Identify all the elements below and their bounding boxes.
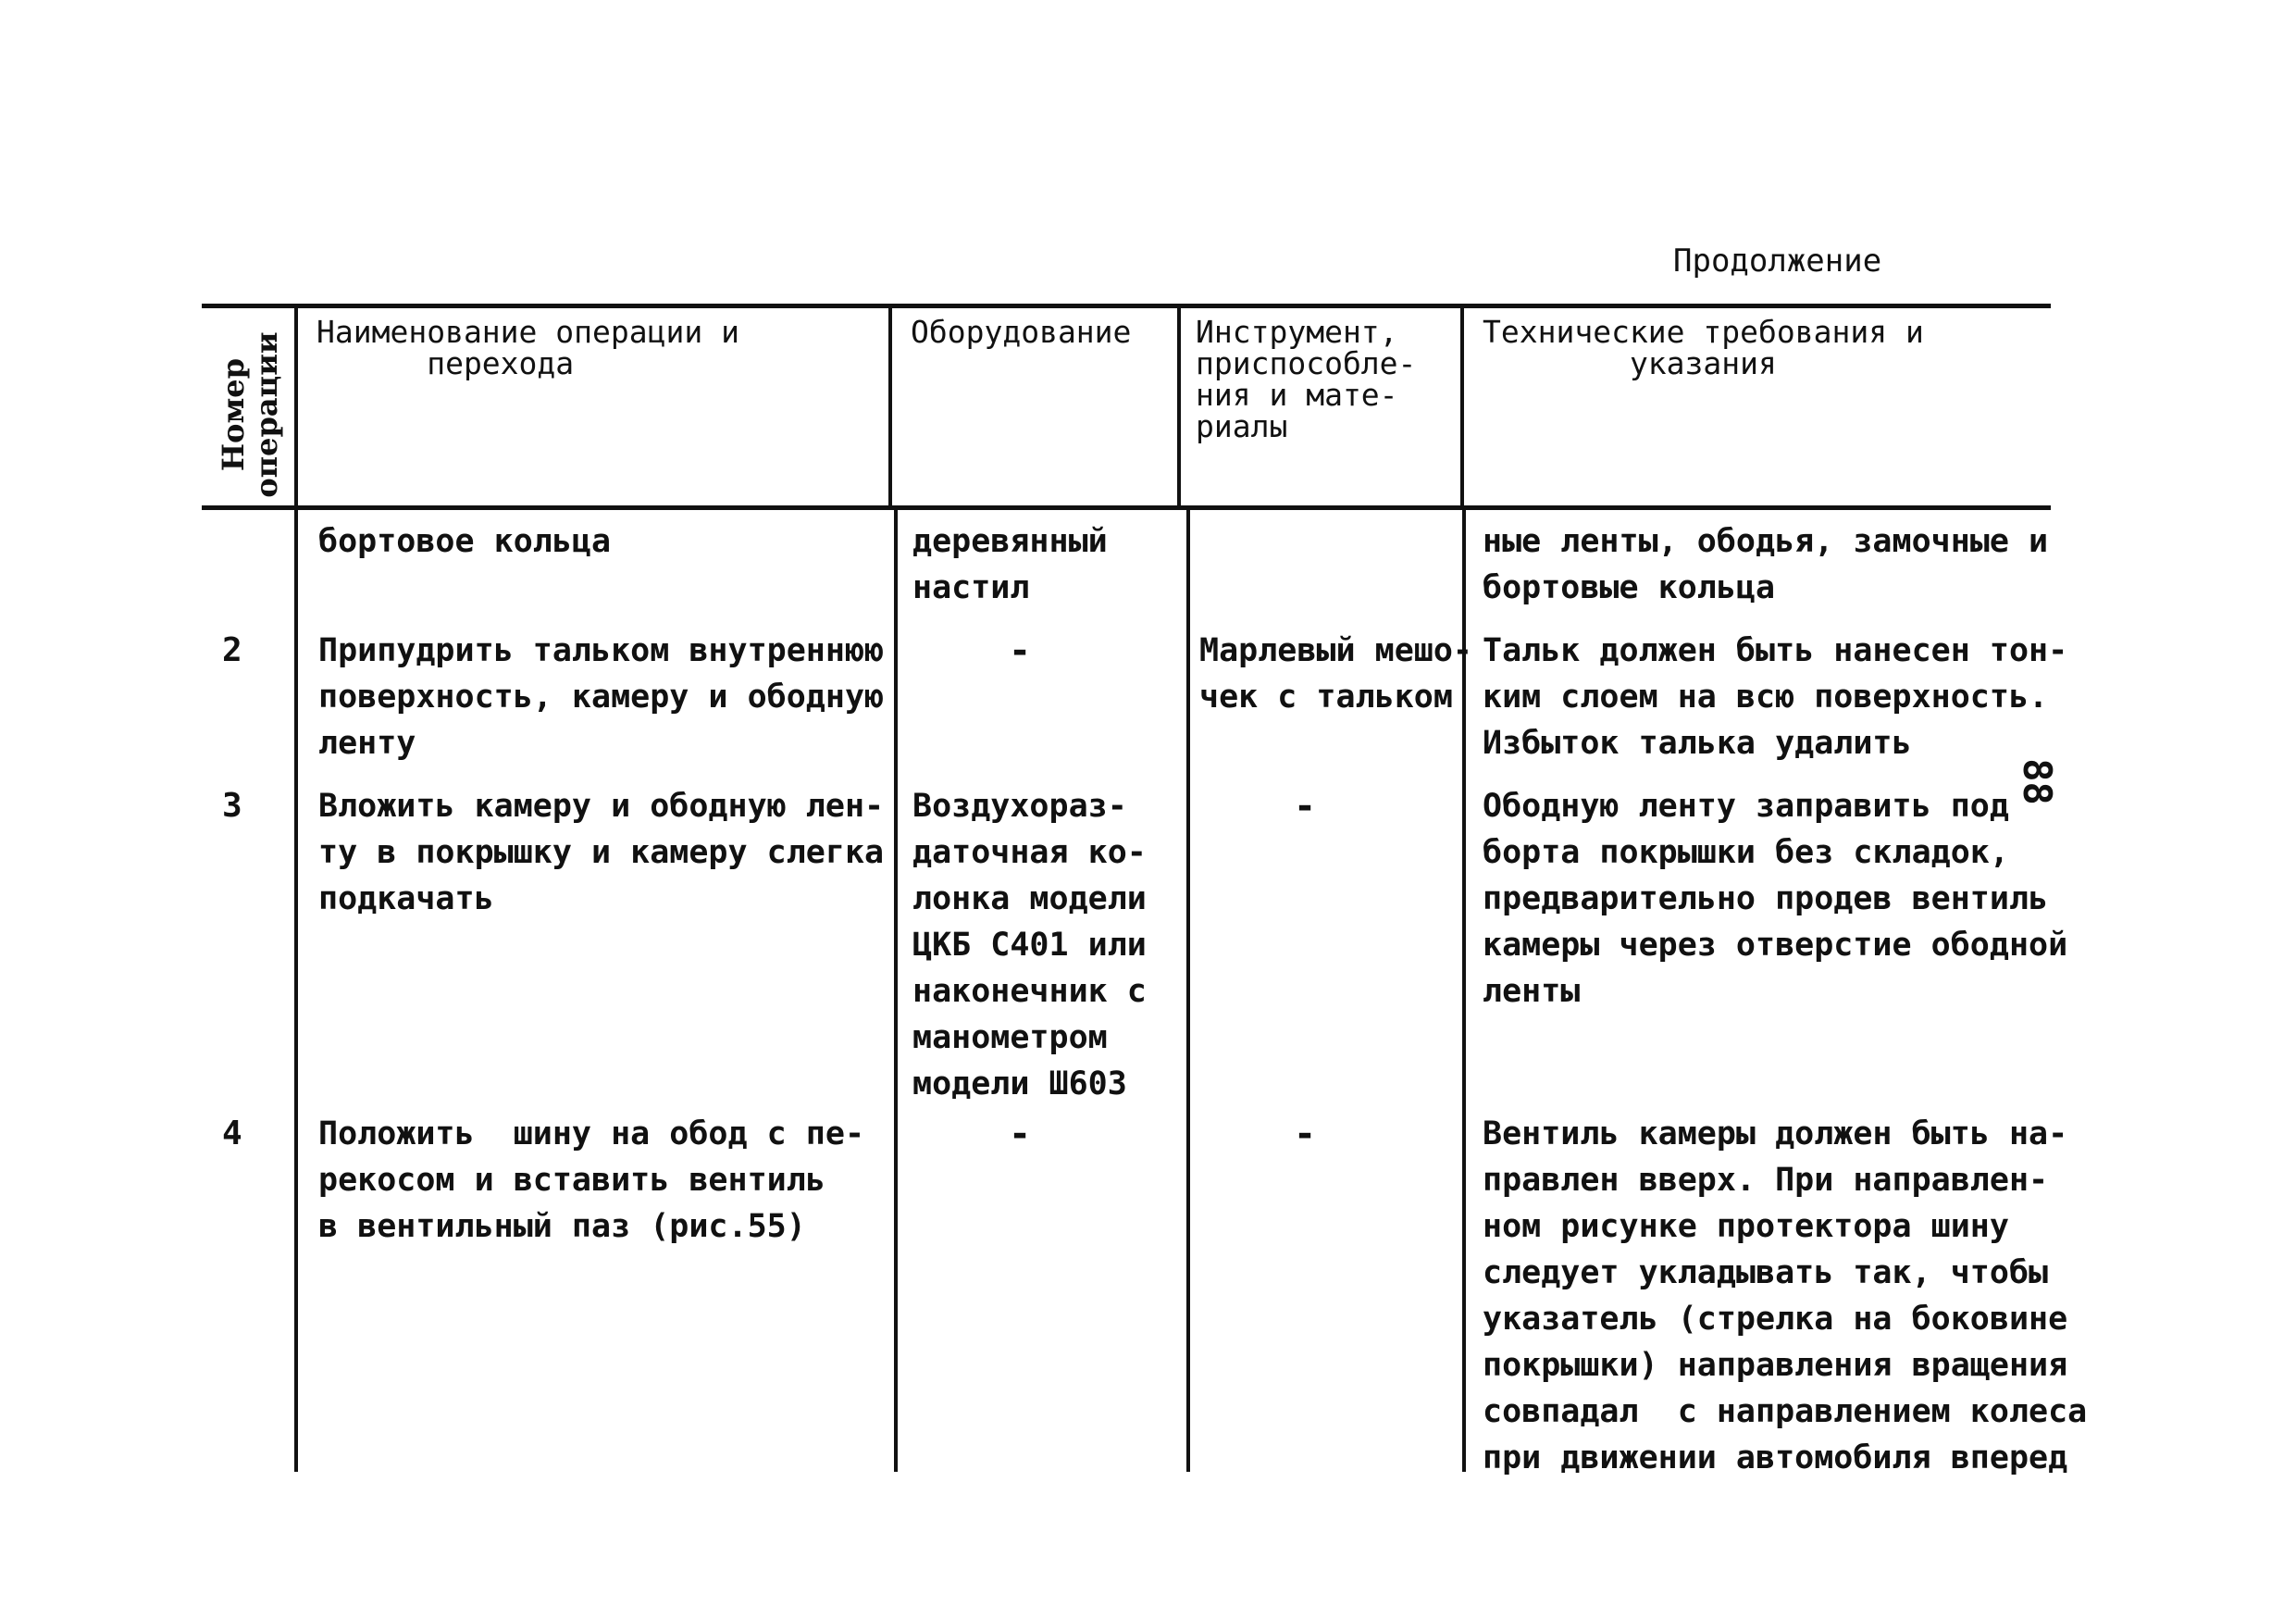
row2-number: 2 bbox=[222, 631, 242, 669]
row4-name: Положить шину на обод с пе- рекосом и вставить вентиль в вентильный паз (рис.55) bbox=[318, 1115, 865, 1245]
row4-tools: - bbox=[1294, 1113, 1317, 1155]
row1-name: бортовое кольца bbox=[318, 523, 612, 560]
row4-requirements: Вентиль камеры должен быть на- правлен вверх. При направлен- ном рисунке протектора шину следует укладывать так, чтобы указатель (стрелка на боковине покрышки) направления вращения совпадал с направлением колеса при движении автомобиля вперед bbox=[1483, 1115, 2088, 1476]
row3-equipment: Воздухораз- даточная ко- лонка модели ЦКБ С401 или наконечник с манометром модели Ш603 bbox=[912, 788, 1147, 1102]
header-divider-1 bbox=[294, 306, 298, 507]
header-op-number-line1: Номер bbox=[216, 357, 251, 472]
continuation-label: Продолжение bbox=[1673, 243, 1882, 280]
row3-requirements: Ободную ленту заправить под борта покрышки без складок, предварительно продев вентиль камеры через отверстие ободной ленты bbox=[1483, 788, 2068, 1010]
row2-equipment: - bbox=[1009, 629, 1032, 672]
header-op-number-line2: операции bbox=[249, 331, 284, 498]
body-divider-3 bbox=[1186, 507, 1190, 1472]
row3-number: 3 bbox=[222, 787, 242, 825]
header-divider-2 bbox=[888, 306, 892, 507]
header-divider-4 bbox=[1460, 306, 1464, 507]
row4-equipment: - bbox=[1009, 1113, 1032, 1155]
row2-tools: Марлевый мешо- чек с тальком bbox=[1199, 632, 1473, 716]
row4-number: 4 bbox=[222, 1115, 242, 1152]
row2-name: Припудрить тальком внутреннюю поверхность, камеру и ободную ленту bbox=[318, 632, 885, 762]
row1-equipment: деревянный настил bbox=[912, 523, 1108, 606]
row3-name: Вложить камеру и ободную лен- ту в покрышку и камеру слегка подкачать bbox=[318, 788, 885, 917]
row2-requirements: Тальк должен быть нанесен тон- ким слоем на всю поверхность. Избыток талька удалить bbox=[1483, 632, 2068, 762]
table-top-rule bbox=[202, 304, 2051, 308]
page-number: 88 bbox=[2014, 758, 2060, 805]
header-op-name: Наименование операции и перехода bbox=[316, 314, 739, 381]
header-divider-3 bbox=[1177, 306, 1181, 507]
body-divider-2 bbox=[894, 507, 898, 1472]
body-divider-1 bbox=[294, 507, 298, 1472]
row1-requirements: ные ленты, ободья, замочные и бортовые кольца bbox=[1483, 523, 2049, 606]
header-tools: Инструмент, приспособле- ния и мате- риалы bbox=[1196, 314, 1417, 444]
header-equipment: Оборудование bbox=[911, 314, 1132, 350]
row3-tools: - bbox=[1294, 785, 1317, 828]
header-requirements: Технические требования и указания bbox=[1483, 314, 1924, 381]
header-op-number bbox=[205, 326, 294, 504]
header-bottom-rule bbox=[202, 505, 2051, 510]
